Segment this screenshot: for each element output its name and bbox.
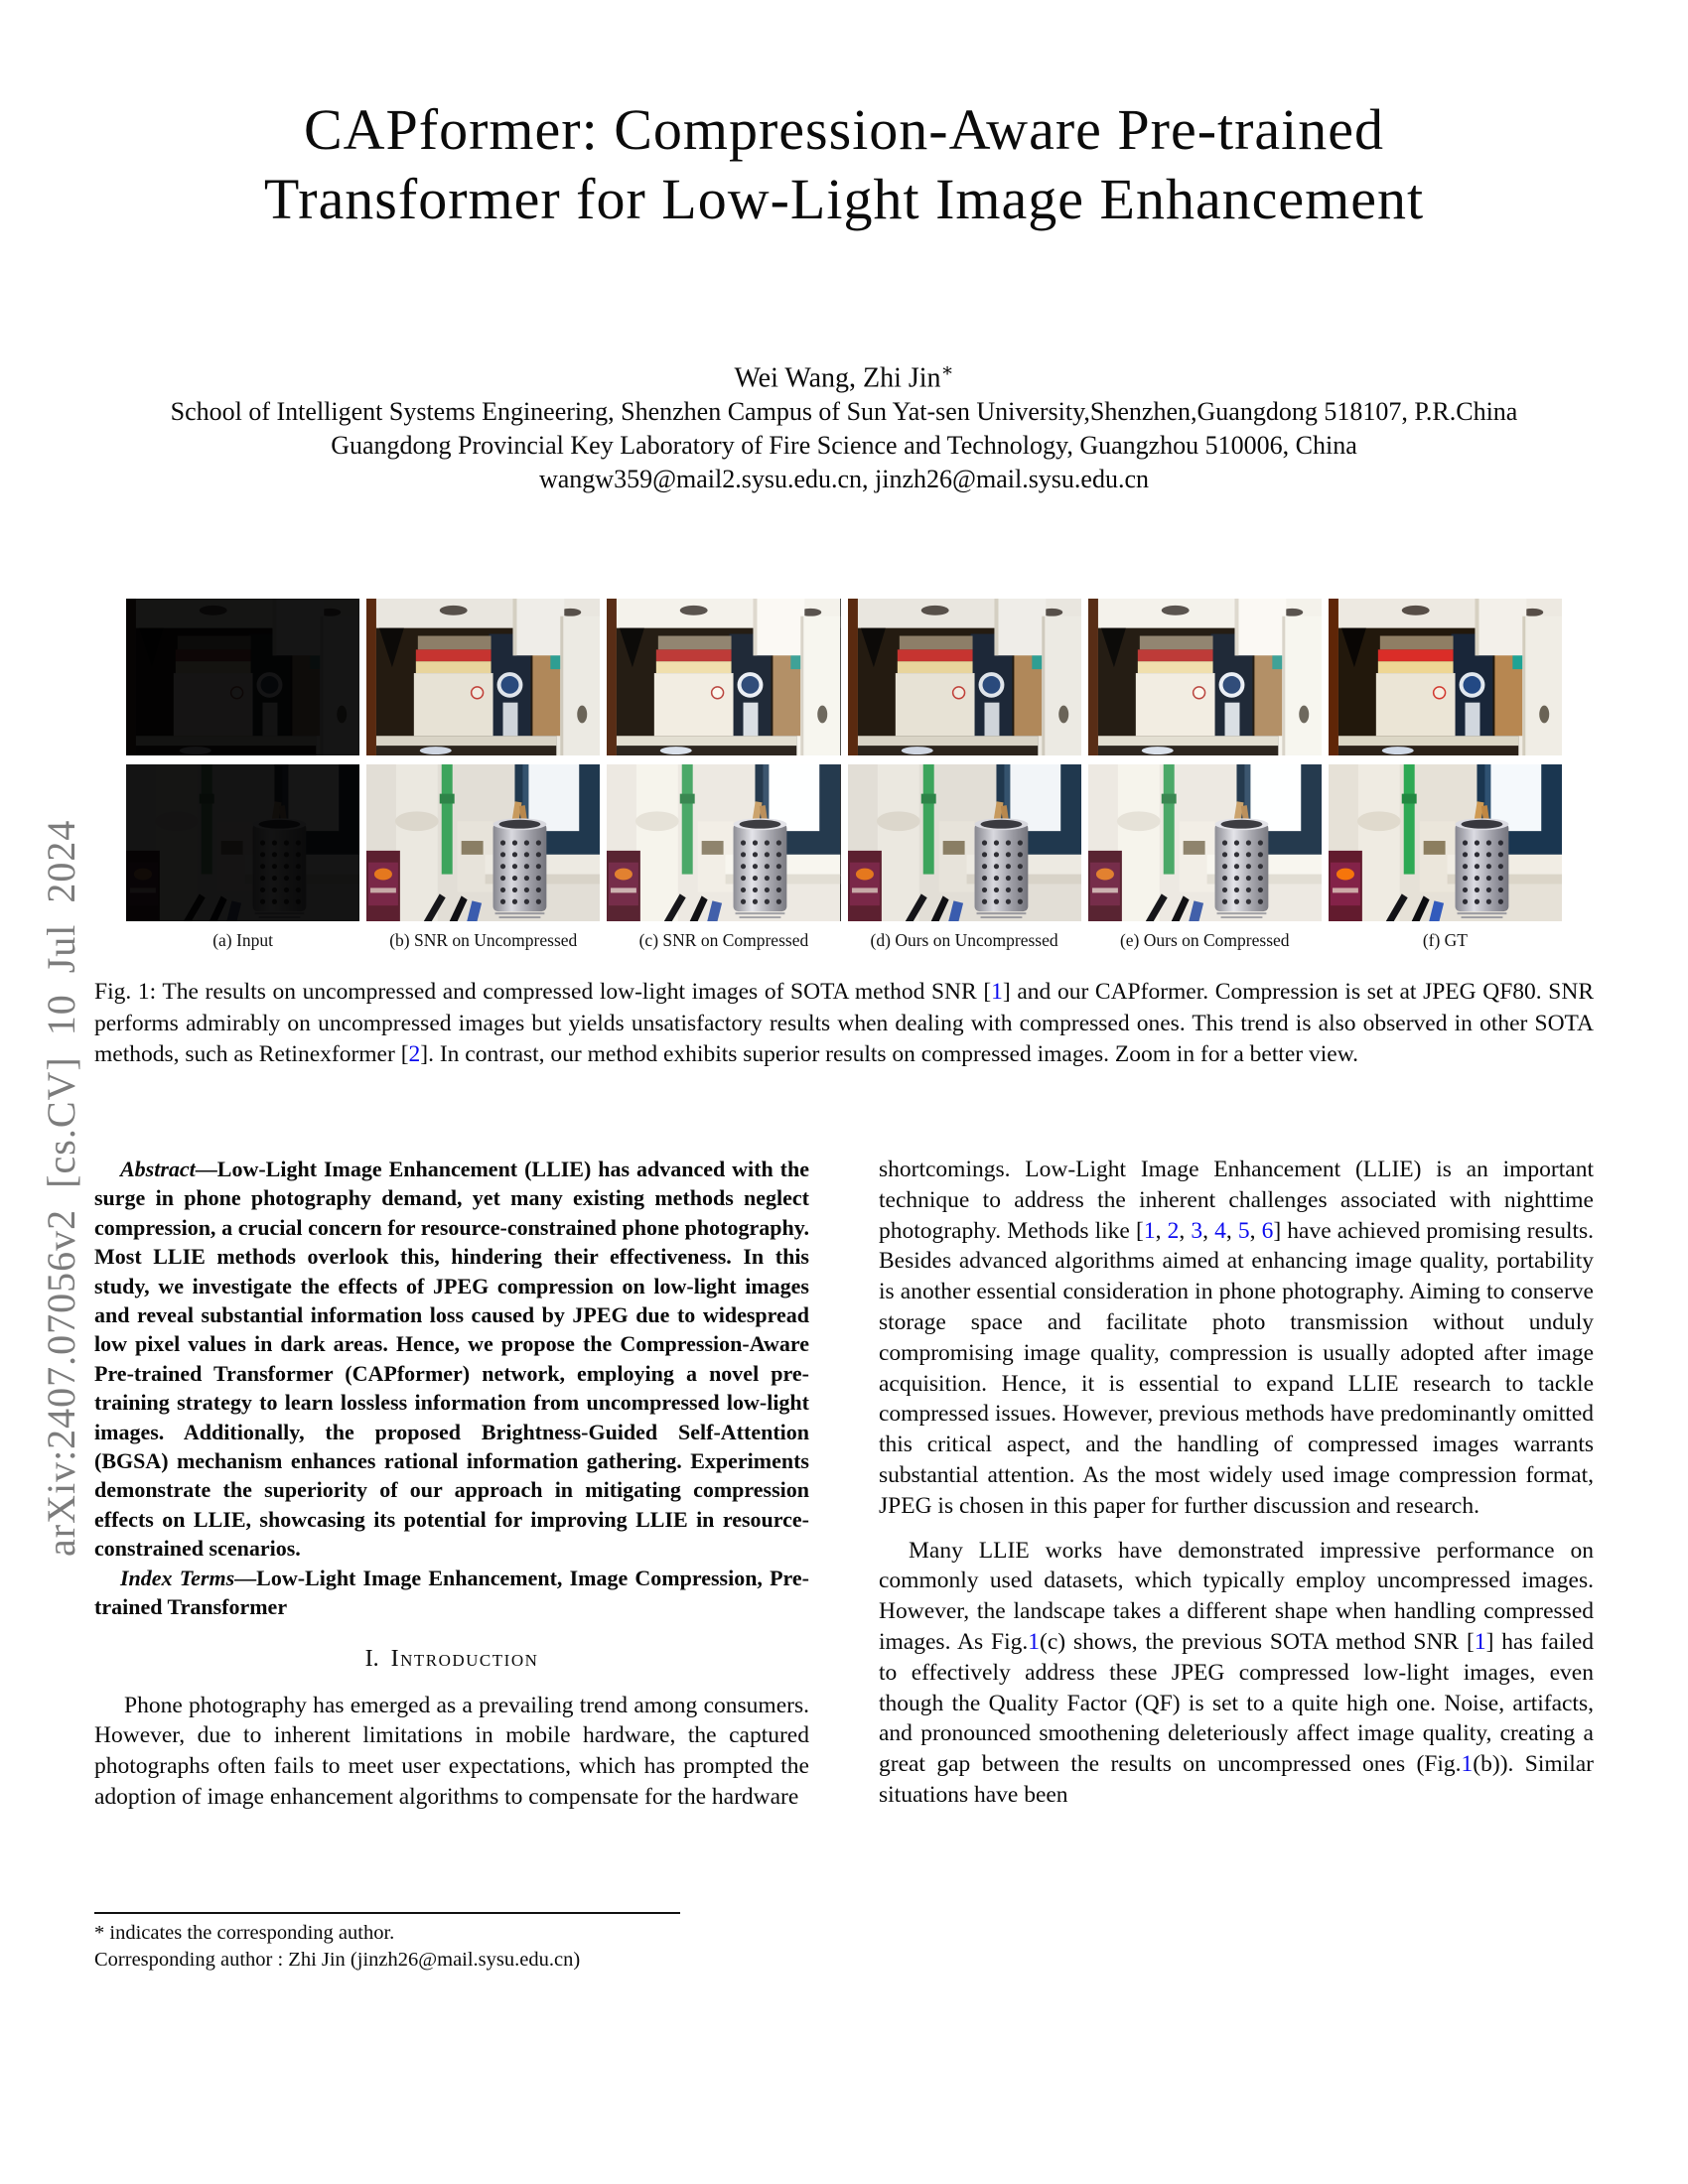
- citation-link[interactable]: 1: [1028, 1628, 1041, 1655]
- citation-link[interactable]: 2: [408, 1041, 421, 1068]
- figure1-panel-e-label: (e) Ours on Compressed: [1119, 930, 1290, 950]
- citation-link[interactable]: 1: [1474, 1628, 1486, 1655]
- text-segment: (c) shows, the previous SOTA method SNR [: [1040, 1628, 1475, 1655]
- paper-title-line1: CAPformer: Compression-Aware Pre-trained: [303, 97, 1385, 162]
- footnote-line-1: * indicates the corresponding author.: [94, 1922, 395, 1944]
- citation-link[interactable]: 5: [1237, 1217, 1250, 1244]
- figure1-panel-b-label: (b) SNR on Uncompressed: [389, 930, 578, 950]
- figure1: [126, 599, 1562, 951]
- intro-paragraph-right-1: [879, 1155, 1594, 1522]
- figure1-panel-e-row2-photo: [1088, 764, 1322, 921]
- text-segment: ] have achieved promising results. Besides advanced algorithms aimed at enhancing image quality, portability is another essential consideration in phone photography. Aiming to conserve storage space and facilitate photo transmission without unduly compromising image quality, compression is usually adopted after image acquisition. Hence, it is essential to expand LLIE research to tackle compressed issues. However, previous methods have predominantly omitted this critical aspect, and the handling of compressed images warrants substantial attention. As the most widely used image compression format, JPEG is chosen in this paper for further discussion and research.: [879, 1217, 1594, 1519]
- paper-title: [149, 95, 1539, 234]
- figure1-panel-b-row2-photo: [366, 764, 600, 921]
- citation-link[interactable]: 1: [1143, 1217, 1156, 1244]
- citation-link[interactable]: 3: [1191, 1217, 1203, 1244]
- figure1-row-windowsill: [126, 764, 1562, 921]
- figure1-panel-c-label: (c) SNR on Compressed: [638, 930, 809, 950]
- author-emails: wangw359@mail2.sysu.edu.cn, jinzh26@mail.sysu.edu.cn: [538, 465, 1150, 493]
- figure1-panel-a-label: (a) Input: [212, 930, 273, 950]
- section-number: I.: [364, 1645, 379, 1672]
- citation-link[interactable]: 1: [1461, 1751, 1474, 1778]
- figure1-caption: [94, 977, 1594, 1071]
- text-segment: ]. In contrast, our method exhibits superior results on compressed images. Zoom in for a better view.: [420, 1041, 1359, 1068]
- abstract-body: —Low-Light Image Enhancement (LLIE) has advanced with the surge in phone photography demand, yet many existing methods neglect compression, a crucial concern for resource-constrained phone photography. Most LLIE methods overlook this, hindering their effectiveness. In this study, we investigate the effects of JPEG compression on low-light images and reveal substantial information loss caused by JPEG due to widespread low pixel values in dark areas. Hence, we propose the Compression-Aware Pre-trained Transformer (CAPformer) network, employing a novel pre-training strategy to learn lossless information from uncompressed low-light images. Additionally, the proposed Brightness-Guided Self-Attention (BGSA) mechanism enhances rational information gathering. Experiments demonstrate the superiority of our approach in mitigating compression effects on LLIE, showcasing its potential for improving LLIE in resource-constrained scenarios.: [94, 1157, 809, 1562]
- figure1-row-cabinet: [126, 599, 1562, 755]
- section-heading-introduction: [94, 1646, 809, 1673]
- figure1-panel-d-row1-photo: [848, 599, 1081, 755]
- footnote: [94, 1912, 809, 1974]
- intro-paragraph-right-2: [879, 1536, 1594, 1811]
- index-terms-body: —Low-Light Image Enhancement, Image Compression, Pre-trained Transformer: [94, 1565, 809, 1620]
- abstract-lead: Abstract: [120, 1157, 196, 1181]
- citation-link[interactable]: 1: [991, 979, 1003, 1005]
- arxiv-banner: arXiv:2407.07056v2 [cs.CV] 10 Jul 2024: [39, 819, 83, 1557]
- right-column: [879, 1155, 1594, 1993]
- text-segment: ,: [1202, 1217, 1215, 1244]
- figure1-panel-e-row1-photo: [1088, 599, 1322, 755]
- text-segment: Many LLIE works have demonstrated impressive performance on commonly used datasets, which typically employ uncompressed images. However, the landscape takes a different shape when handling compressed images. As Fig.: [879, 1537, 1594, 1655]
- figure1-panel-f-row1-photo: [1329, 599, 1562, 755]
- text-segment: ,: [1155, 1217, 1168, 1244]
- text-segment: (b)). Similar situations have been: [879, 1751, 1594, 1808]
- text-segment: ] has failed to effectively address these JPEG compressed low-light images, even though the Quality Factor (QF) is set to a quite high one. Noise, artifacts, and pronounced smoothening deleteriously affect image quality, creating a great gap between the results on uncompressed ones (Fig.: [879, 1628, 1594, 1778]
- index-terms: [94, 1564, 809, 1622]
- citation-link[interactable]: 4: [1214, 1217, 1226, 1244]
- text-segment: ,: [1225, 1217, 1238, 1244]
- figure1-panel-a-row1-photo: [126, 599, 359, 755]
- text-segment: Fig. 1: The results on uncompressed and compressed low-light images of SOTA method SNR [: [94, 979, 992, 1005]
- author-line: [0, 359, 1688, 394]
- author-names: Wei Wang, Zhi Jin: [734, 362, 941, 394]
- figure1-panel-d-row2-photo: [848, 764, 1081, 921]
- affiliation-line-1: School of Intelligent Systems Engineering, Shenzhen Campus of Sun Yat-sen University,Shenzhen,Guangdong 518107, P.R.China: [170, 397, 1518, 426]
- footnote-rule: [94, 1912, 680, 1914]
- figure1-panel-c-row1-photo: [607, 599, 840, 755]
- text-segment: ,: [1249, 1217, 1262, 1244]
- figure1-panel-c-row2-photo: [607, 764, 840, 921]
- left-column: [94, 1155, 809, 1993]
- text-segment: ,: [1179, 1217, 1192, 1244]
- figure1-panel-b-row1-photo: [366, 599, 600, 755]
- paper-title-line2: Transformer for Low-Light Image Enhancement: [263, 167, 1425, 231]
- text-segment: shortcomings. Low-Light Image Enhancement (LLIE) is an important technique to address the inherent challenges associated with nighttime photography. Methods like [: [879, 1157, 1594, 1244]
- figure1-panel-f-label: (f) GT: [1422, 930, 1468, 950]
- text-segment: ] and our CAPformer. Compression is set at JPEG QF80. SNR performs admirably on uncompressed images but yields unsatisfactory results when dealing with compressed ones. This trend is also observed in other SOTA methods, such as Retinexformer [: [94, 979, 1595, 1068]
- affiliation-line-2: Guangdong Provincial Key Laboratory of Fire Science and Technology, Guangzhou 510006, China: [331, 431, 1357, 460]
- index-terms-lead: Index Terms: [120, 1565, 235, 1590]
- abstract: [94, 1155, 809, 1564]
- figure1-panel-a-row2-photo: [126, 764, 359, 921]
- footnote-line-2: Corresponding author : Zhi Jin (jinzh26@mail.sysu.edu.cn): [94, 1949, 581, 1971]
- figure1-panel-f-row2-photo: [1329, 764, 1562, 921]
- citation-link[interactable]: 2: [1167, 1217, 1180, 1244]
- figure1-panel-labels: [126, 930, 1562, 951]
- two-column-body: [94, 1155, 1594, 1993]
- intro-paragraph-left: Phone photography has emerged as a prevailing trend among consumers. However, due to inherent limitations in mobile hardware, the captured photographs often fails to meet user expectations, which has prompted the adoption of image enhancement algorithms to compensate for the hardware: [94, 1692, 809, 1810]
- figure1-panel-d-label: (d) Ours on Uncompressed: [870, 930, 1058, 950]
- section-title: Introduction: [390, 1645, 539, 1672]
- citation-link[interactable]: 6: [1261, 1217, 1274, 1244]
- corresponding-author-asterisk: ∗: [940, 360, 954, 381]
